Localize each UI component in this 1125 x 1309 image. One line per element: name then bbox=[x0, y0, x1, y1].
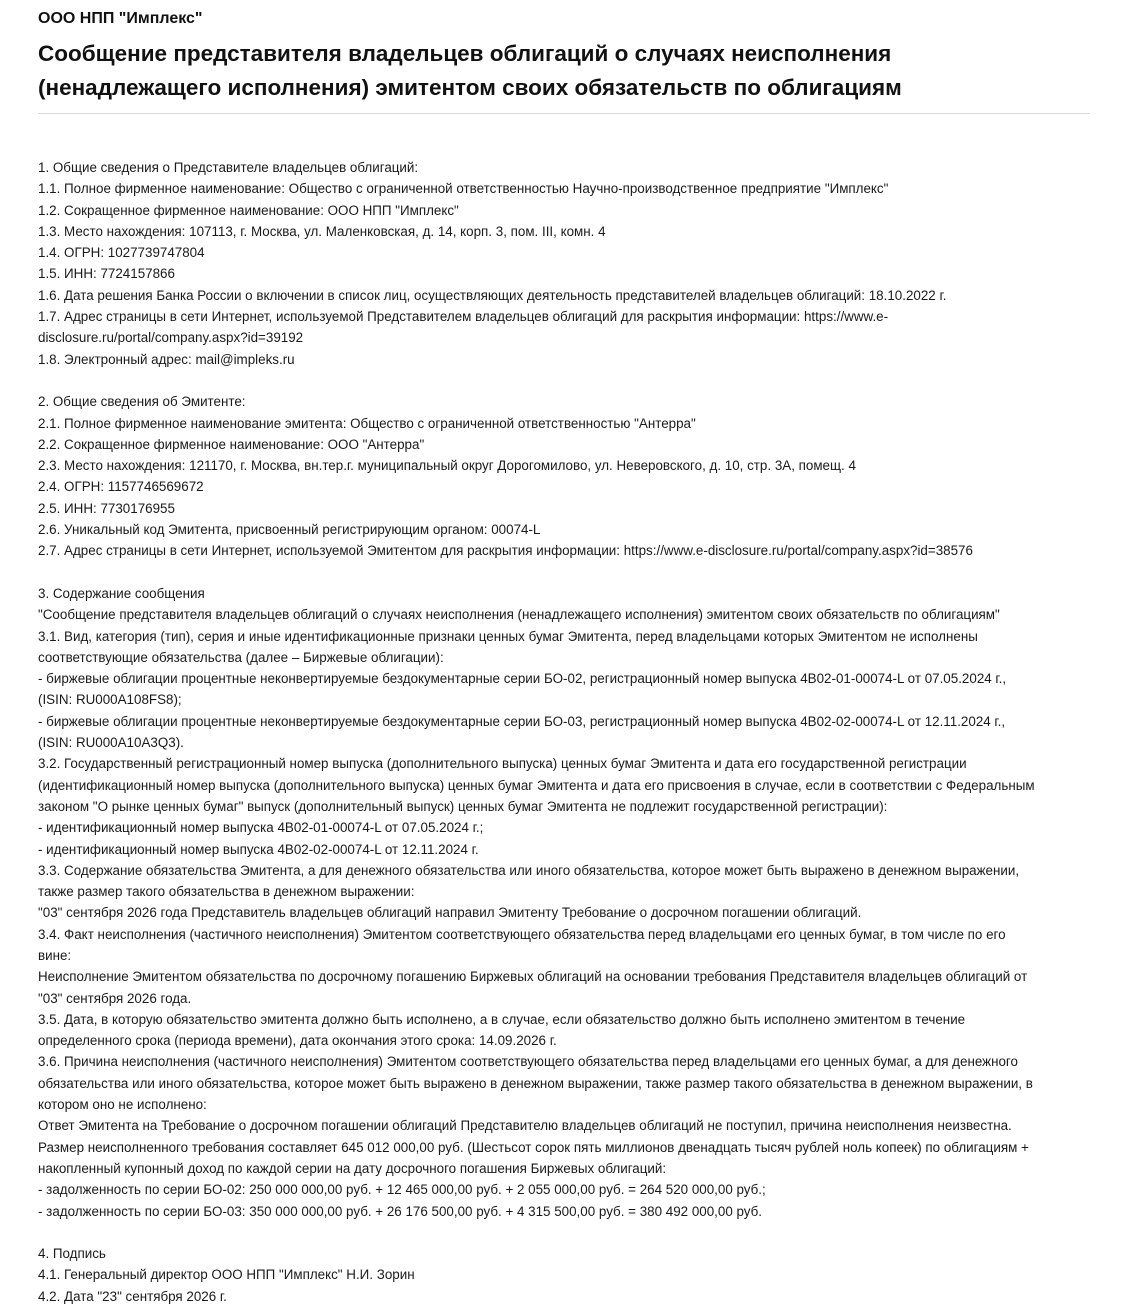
header-divider bbox=[38, 113, 1090, 114]
text-line: 1.7. Адрес страницы в сети Интернет, используемой Представителем владельцев облигаций для раскрытия информации: https://www.e- bbox=[38, 309, 889, 325]
text-line: 1. Общие сведения о Представителе владельцев облигаций: bbox=[38, 160, 419, 175]
text-line: накопленный купонный доход по каждой серии на дату досрочного погашения Биржевых облигаций: bbox=[38, 1160, 667, 1176]
text-line: 3. Содержание сообщения bbox=[38, 585, 205, 601]
text-line: 2.3. Место нахождения: 121170, г. Москва, вн.тер.г. муниципальный округ Дорогомилово, ул. Неверовского, д. 10, стр. 3А, помещ. 4 bbox=[38, 458, 856, 474]
text-line: - задолженность по серии БО-02: 250 000 000,00 руб. + 12 465 000,00 руб. + 2 055 000,00 руб. = 264 520 000,00 руб.; bbox=[38, 1182, 766, 1198]
text-line: 4.1. Генеральный директор ООО НПП "Имплекс" Н.И. Зорин bbox=[38, 1267, 415, 1283]
text-line: 3.2. Государственный регистрационный номер выпуска (дополнительного выпуска) ценных бумаг Эмитента и дата его государственной регистрации bbox=[38, 756, 967, 772]
text-line: disclosure.ru/portal/company.aspx?id=39192 bbox=[38, 330, 304, 346]
text-line: 1.8. Электронный адрес: mail@impleks.ru bbox=[38, 351, 295, 367]
text-line: законом "О рынке ценных бумаг" выпуск (дополнительный выпуск) ценных бумаг Эмитента не подлежит государственной регистрации): bbox=[38, 798, 888, 814]
text-line: 1.4. ОГРН: 1027739747804 bbox=[38, 245, 205, 261]
text-line: 2.6. Уникальный код Эмитента, присвоенный регистрирующим органом: 00074-L bbox=[38, 522, 541, 538]
text-line: 2.5. ИНН: 7730176955 bbox=[38, 500, 175, 516]
text-line: "03" сентября 2026 года Представитель владельцев облигаций направил Эмитенту Требование о досрочном погашении облигаций. bbox=[38, 905, 862, 921]
text-line: котором оно не исполнено: bbox=[38, 1097, 207, 1113]
text-line: 4.2. Дата "23" сентября 2026 г. bbox=[38, 1288, 227, 1304]
text-line: 3.3. Содержание обязательства Эмитента, а для денежного обязательства или иного обязательства, которое может быть выражено в денежном выражении, bbox=[38, 862, 1020, 878]
page-title-line: (ненадлежащего исполнения) эмитентом своих обязательств по облигациям bbox=[38, 75, 902, 100]
text-line: Неисполнение Эмитентом обязательства по досрочному погашению Биржевых облигаций на основании требования Представителя владельцев облигаций от bbox=[38, 969, 1028, 985]
page-title-line: Сообщение представителя владельцев облигаций о случаях неисполнения bbox=[38, 41, 892, 66]
company-name: ООО НПП "Имплекс" bbox=[38, 10, 203, 27]
message-section bbox=[38, 157, 1090, 370]
text-line: (идентификационный номер выпуска (дополнительного выпуска) ценных бумаг Эмитента и дата его присвоения в случае, если в соответствии с Федеральным bbox=[38, 777, 1035, 793]
text-line: 3.1. Вид, категория (тип), серия и иные идентификационные признаки ценных бумаг Эмитента, перед владельцами которых Эмитентом не исполнены bbox=[38, 628, 978, 644]
text-line: (ISIN: RU000A10A3Q3). bbox=[38, 735, 184, 751]
text-line: - биржевые облигации процентные неконвертируемые бездокументарные серии БО-02, регистрационный номер выпуска 4B02-01-00074-L от 07.05.2024 г., bbox=[38, 671, 1007, 687]
text-line: 3.6. Причина неисполнения (частичного неисполнения) Эмитентом соответствующего обязательства перед владельцами его ценных бумаг, а для денежного bbox=[38, 1054, 1018, 1070]
text-line: соответствующие обязательства (далее – Биржевые облигации): bbox=[38, 649, 444, 665]
text-line: 2. Общие сведения об Эмитенте: bbox=[38, 394, 246, 410]
text-line: 1.3. Место нахождения: 107113, г. Москва, ул. Маленковская, д. 14, корп. 3, пом. III, комн. 4 bbox=[38, 223, 606, 239]
message-section bbox=[38, 1243, 1090, 1307]
text-line: 2.2. Сокращенное фирменное наименование: ООО "Антерра" bbox=[38, 436, 425, 452]
text-line: 1.6. Дата решения Банка России о включении в список лиц, осуществляющих деятельность представителей владельцев облигаций: 18.10.2022 г. bbox=[38, 287, 947, 303]
message-section bbox=[38, 391, 1090, 561]
text-line: 1.1. Полное фирменное наименование: Общество с ограниченной ответственностью Научно-производственное предприятие "Имплекс" bbox=[38, 181, 889, 197]
text-line: - идентификационный номер выпуска 4B02-02-00074-L от 12.11.2024 г. bbox=[38, 841, 479, 857]
text-line: вине: bbox=[38, 947, 72, 963]
message-section bbox=[38, 583, 1090, 1222]
text-line: (ISIN: RU000A108FS8); bbox=[38, 692, 182, 708]
page-title bbox=[38, 37, 1090, 105]
text-line: 2.7. Адрес страницы в сети Интернет, используемой Эмитентом для раскрытия информации: https://www.e-disclosure.ru/portal/company.aspx?id=38576 bbox=[38, 543, 973, 559]
text-line: 1.2. Сокращенное фирменное наименование: ООО НПП "Имплекс" bbox=[38, 202, 459, 218]
text-line: Размер неисполненного требования составляет 645 012 000,00 руб. (Шестьсот сорок пять миллионов двенадцать тысяч рублей ноль копеек) по облигациям + bbox=[38, 1139, 1029, 1155]
message-body bbox=[38, 157, 1090, 1307]
text-line: "Сообщение представителя владельцев облигаций о случаях неисполнения (ненадлежащего исполнения) эмитентом своих обязательств по облигациям" bbox=[38, 607, 1000, 623]
text-line: также размер такого обязательства в денежном выражении: bbox=[38, 884, 415, 900]
text-line: - задолженность по серии БО-03: 350 000 000,00 руб. + 26 176 500,00 руб. + 4 315 500,00 руб. = 380 492 000,00 руб. bbox=[38, 1203, 763, 1219]
text-line: обязательства или иного обязательства, которое может быть выражено в денежном выражении, также размер такого обязательства в денежном выражении, в bbox=[38, 1075, 1033, 1091]
text-line: 4. Подпись bbox=[38, 1246, 106, 1262]
text-line: 3.5. Дата, в которую обязательство эмитента должно быть исполнено, а в случае, если обязательство должно быть исполнено эмитентом в течение bbox=[38, 1011, 966, 1027]
text-line: Ответ Эмитента на Требование о досрочном погашении облигаций Представителю владельцев облигаций не поступил, причина неисполнения неизвестна. bbox=[38, 1118, 1012, 1134]
text-line: - биржевые облигации процентные неконвертируемые бездокументарные серии БО-03, регистрационный номер выпуска 4B02-02-00074-L от 12.11.2024 г., bbox=[38, 713, 1006, 729]
text-line: 2.1. Полное фирменное наименование эмитента: Общество с ограниченной ответственностью "Антерра" bbox=[38, 415, 696, 431]
text-line: определенного срока (периода времени), дата окончания этого срока: 14.09.2026 г. bbox=[38, 1033, 557, 1049]
text-line: 2.4. ОГРН: 1157746569672 bbox=[38, 479, 204, 495]
text-line: - идентификационный номер выпуска 4B02-01-00074-L от 07.05.2024 г.; bbox=[38, 820, 484, 836]
text-line: "03" сентября 2026 года. bbox=[38, 990, 192, 1006]
text-line: 1.5. ИНН: 7724157866 bbox=[38, 266, 175, 282]
text-line: 3.4. Факт неисполнения (частичного неисполнения) Эмитентом соответствующего обязательства перед владельцами его ценных бумаг, в том числе по его bbox=[38, 926, 1006, 942]
